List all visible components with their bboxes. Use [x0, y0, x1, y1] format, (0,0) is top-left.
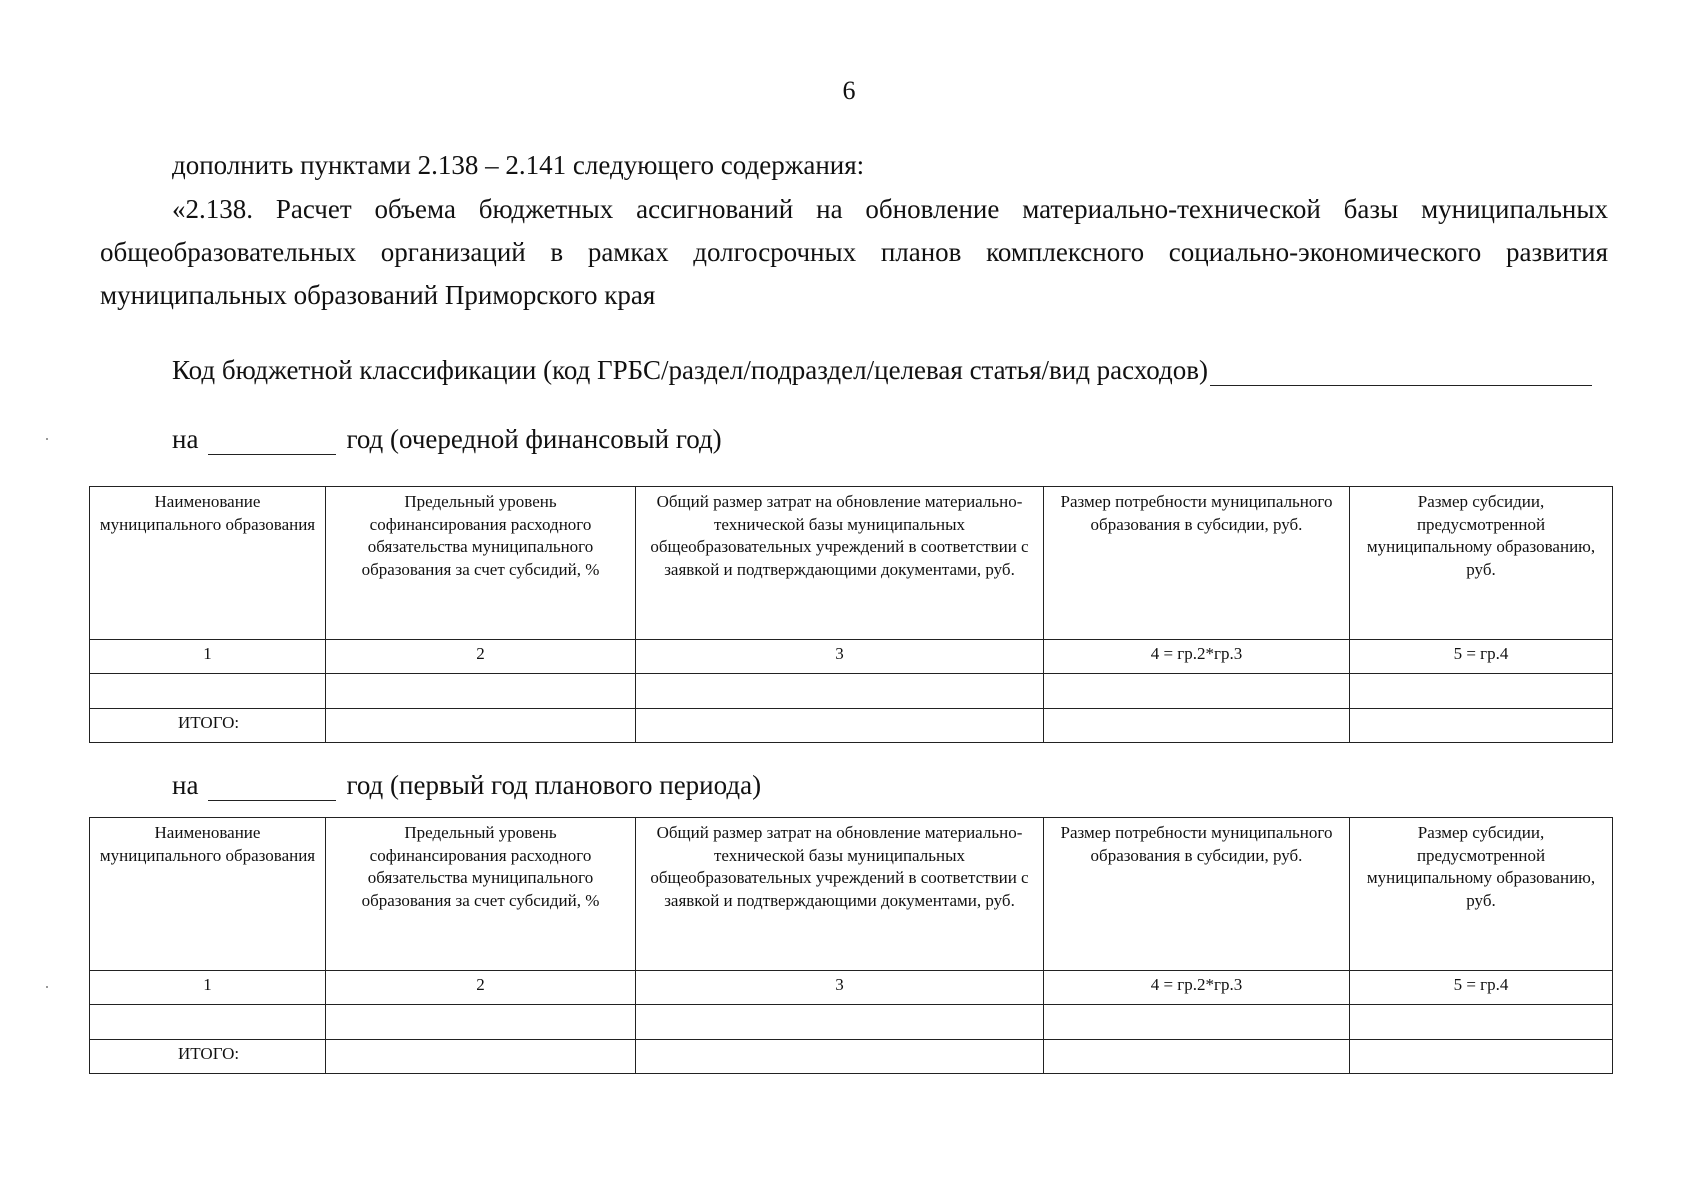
table-cell [90, 1005, 326, 1040]
header-row [90, 487, 1613, 640]
column-number-cell: 2 [326, 640, 636, 674]
header-cell: Размер потребности муниципального образования в субсидии, руб. [1044, 487, 1350, 640]
total-row [90, 709, 1613, 743]
table-cell [1044, 1040, 1350, 1074]
header-cell: Размер потребности муниципального образования в субсидии, руб. [1044, 818, 1350, 971]
header-cell: Предельный уровень софинансирования расходного обязательства муниципального образования за счет субсидий, % [326, 818, 636, 971]
header-cell: Размер субсидии, предусмотренной муниципальному образованию, руб. [1350, 487, 1613, 640]
table-cell [1044, 674, 1350, 709]
kbk-label: Код бюджетной классификации (код ГРБС/раздел/подраздел/целевая статья/вид расходов) [172, 355, 1208, 385]
table-row [90, 674, 1613, 709]
header-cell: Наименование муниципального образования [90, 818, 326, 971]
column-number-cell: 2 [326, 971, 636, 1005]
column-number-cell: 1 [90, 640, 326, 674]
column-number-row [90, 640, 1613, 674]
column-number-cell: 5 = гр.4 [1350, 640, 1613, 674]
header-cell: Общий размер затрат на обновление материально-технической базы муниципальных общеобразовательных учреждений в соответствии с заявкой и подтверждающими документами, руб. [636, 818, 1044, 971]
table-cell [1350, 709, 1613, 743]
table-cell [636, 709, 1044, 743]
table-cell [636, 1040, 1044, 1074]
intro-paragraph: дополнить пунктами 2.138 – 2.141 следующего содержания: [172, 150, 865, 180]
table-cell [636, 674, 1044, 709]
page-number: 6 [842, 76, 856, 105]
column-number-row [90, 971, 1613, 1005]
table-cell [636, 1005, 1044, 1040]
table-cell [1044, 1005, 1350, 1040]
column-number-cell: 3 [636, 640, 1044, 674]
year-line-2 [172, 770, 761, 801]
year-suffix: год (первый год планового периода) [346, 770, 762, 800]
column-number-cell: 3 [636, 971, 1044, 1005]
header-cell: Общий размер затрат на обновление материально-технической базы муниципальных общеобразовательных учреждений в соответствии с заявкой и подтверждающими документами, руб. [636, 487, 1044, 640]
table-cell [326, 1005, 636, 1040]
year-prefix: на [172, 424, 199, 454]
section-title: «2.138. Расчет объема бюджетных ассигнований на обновление материально-технической базы муниципальных общеобразовательных организаций в рамках долгосрочных планов комплексного социально-экономического развития муниципальных образований Приморского края [100, 194, 1608, 310]
column-number-cell: 1 [90, 971, 326, 1005]
table-cell [1044, 709, 1350, 743]
year-blank [208, 428, 336, 455]
year-suffix: год (очередной финансовый год) [346, 424, 722, 454]
table-cell [1350, 1005, 1613, 1040]
header-cell: Наименование муниципального образования [90, 487, 326, 640]
table-row [90, 1005, 1613, 1040]
column-number-cell: 5 = гр.4 [1350, 971, 1613, 1005]
year-blank [208, 774, 336, 801]
year-prefix: на [172, 770, 199, 800]
scan-mark [46, 438, 48, 440]
table-cell [326, 1040, 636, 1074]
kbk-line [172, 355, 1592, 386]
table-cell [90, 674, 326, 709]
total-label: ИТОГО: [90, 1040, 326, 1074]
table-cell [326, 709, 636, 743]
year-line-1 [172, 424, 722, 455]
header-cell: Размер субсидии, предусмотренной муниципальному образованию, руб. [1350, 818, 1613, 971]
table-cell [326, 674, 636, 709]
budget-table-2 [89, 817, 1613, 1074]
column-number-cell: 4 = гр.2*гр.3 [1044, 640, 1350, 674]
table-cell [1350, 1040, 1613, 1074]
kbk-blank [1210, 359, 1592, 386]
header-row [90, 818, 1613, 971]
header-cell: Предельный уровень софинансирования расходного обязательства муниципального образования за счет субсидий, % [326, 487, 636, 640]
column-number-cell: 4 = гр.2*гр.3 [1044, 971, 1350, 1005]
scan-mark [46, 986, 48, 988]
budget-table-1 [89, 486, 1613, 743]
total-label: ИТОГО: [90, 709, 326, 743]
total-row [90, 1040, 1613, 1074]
table-cell [1350, 674, 1613, 709]
